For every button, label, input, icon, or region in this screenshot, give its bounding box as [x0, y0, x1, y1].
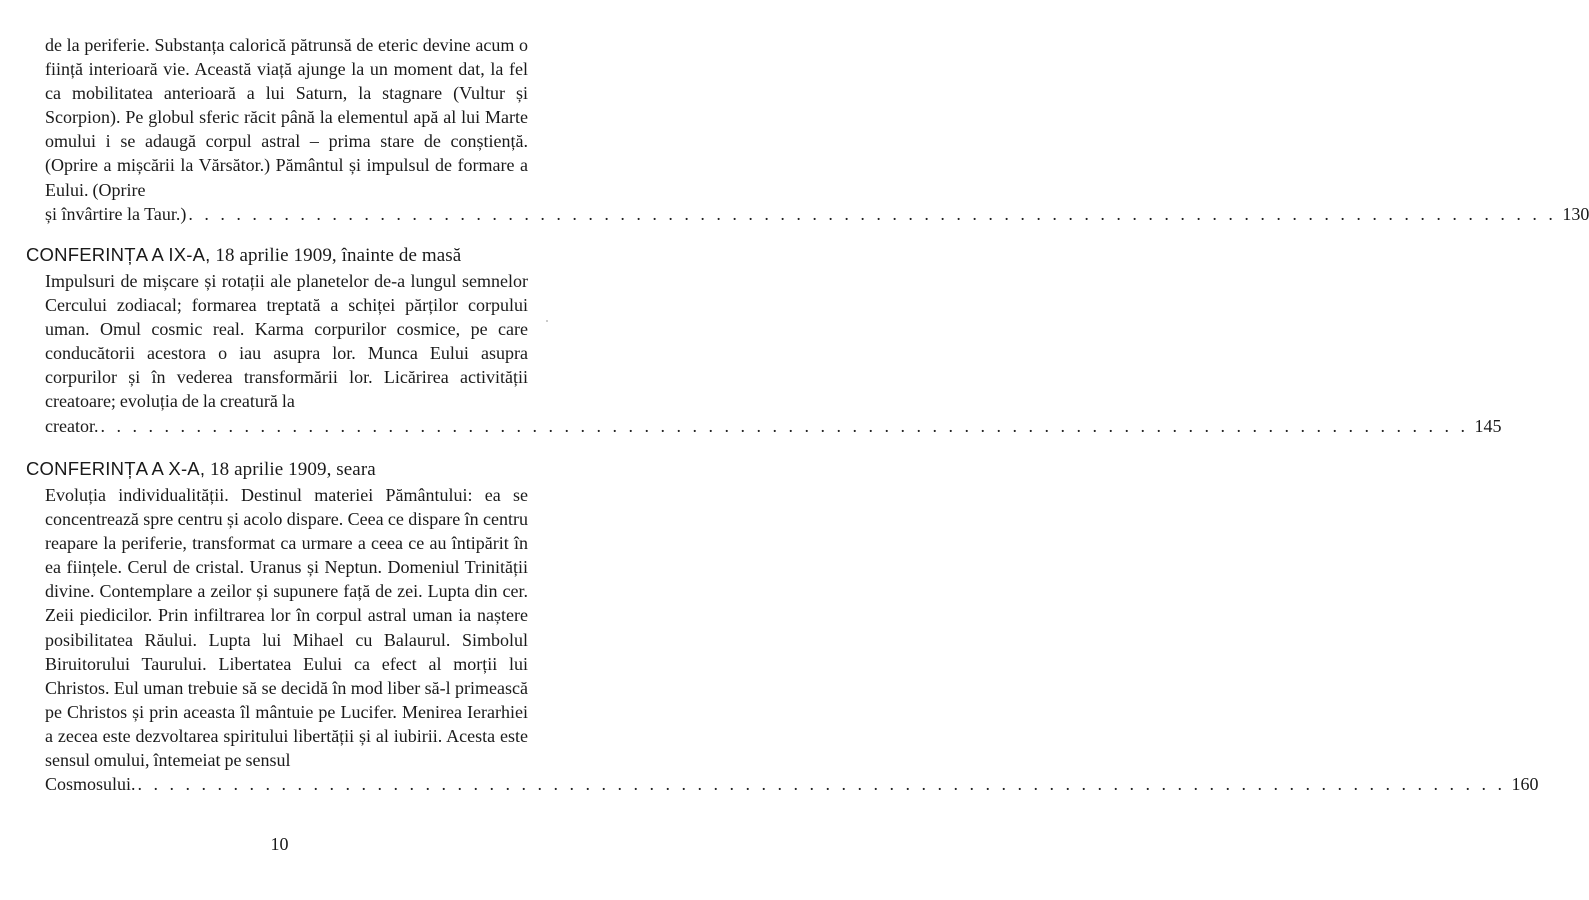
- leader-dots: . . . . . . . . . . . . . . . . . . . . . . . . . . . . . . . . . . . . . . . . . . . . . . . . . . . . . . . . . . . . . . . . . . . . . . . . . . . . . . . . . . . . . .: [100, 415, 1469, 436]
- toc-entry-conference-9: [0, 244, 1502, 438]
- entry-last-line: [45, 202, 1589, 226]
- entry-heading-label: CONFERINȚA A X-A,: [26, 458, 206, 479]
- page-number: 10: [270, 834, 289, 854]
- entry-heading: [26, 458, 559, 481]
- entry-summary: Impulsuri de mișcare și rotații ale planetelor de-a lungul semnelor Cercului zodiacal; formarea treptată a schiței părților corpului uman. Omul cosmic real. Karma corpurilor cosmice, pe care conducătorii acestora o iau asupra lor. Munca Eului asupra corpurilor și în vederea transformării lor. Licărirea activității creatoare; evoluția de la creatură la: [45, 271, 528, 412]
- toc-entry-conference-10: [0, 458, 1539, 796]
- toc-entry-continuation: [0, 33, 1589, 226]
- paper-speck: [546, 320, 548, 322]
- entry-heading: [26, 244, 559, 267]
- entry-summary: Evoluția individualității. Destinul materiei Pământului: ea se concentrează spre centru și acolo dispare. Ceea ce dispare în centru reapare la periferie, transformat ca urmare a ceea ce au întipărit în ea ființele. Cerul de cristal. Uranus și Neptun. Domeniul Trinității divine. Contemplare a zeilor și supunere față de zei. Lupta din cer. Zeii piedicilor. Prin infiltrarea lor în corpul astral uman ia naștere posibilitatea Răului. Lupta lui Mihael cu Balaurul. Simbolul Biruitorului Taurului. Libertatea Eului ca efect al morții lui Christos. Eul uman trebuie să se decidă în mod liber să-l primească pe Christos și prin aceasta îl mântuie pe Lucifer. Menirea Ierarhiei a zecea este dezvoltarea spiritului libertății și al iubirii. Acesta este sensul omului, întemeiat pe sensul: [45, 485, 528, 771]
- entry-summary: de la periferie. Substanța calorică pătrunsă de eteric devine acum o ființă interioară vie. Această viață ajunge la un moment dat, la fel ca mobilitatea anterioară a lui Saturn, la stagnare (Vultur și Scorpion). Pe globul sferic răcit până la elementul apă al lui Marte omului i se adaugă corpul astral – prima stare de conștiență. (Oprire a mișcării la Vărsător.) Pământul și impulsul de formare a Eului. (Oprire: [45, 35, 528, 200]
- entry-page-number: 130: [1562, 203, 1589, 224]
- entry-last-line-text: și învârtire la Taur.): [45, 203, 187, 224]
- entry-heading-date: 18 aprilie 1909, înainte de masă: [215, 245, 462, 266]
- leader-dots: . . . . . . . . . . . . . . . . . . . . . . . . . . . . . . . . . . . . . . . . . . . . . . . . . . . . . . . . . . . . . . . . . . . . . . . . . . . . . . . . . . . . . .: [137, 774, 1506, 795]
- entry-page-number: 160: [1511, 774, 1539, 795]
- entry-heading-label: CONFERINȚA A IX-A,: [26, 244, 211, 265]
- entry-last-line: [45, 414, 1502, 438]
- entry-last-line-text: creator.: [45, 415, 99, 436]
- leader-dots: . . . . . . . . . . . . . . . . . . . . . . . . . . . . . . . . . . . . . . . . . . . . . . . . . . . . . . . . . . . . . . . . . . . . . . . . . . . . . . . . . . . . . .: [188, 203, 1557, 224]
- entry-last-line: [45, 772, 1539, 796]
- entry-page-number: 145: [1474, 415, 1502, 436]
- entry-last-line-text: Cosmosului.: [45, 774, 136, 795]
- entry-heading-date: 18 aprilie 1909, seara: [210, 459, 376, 480]
